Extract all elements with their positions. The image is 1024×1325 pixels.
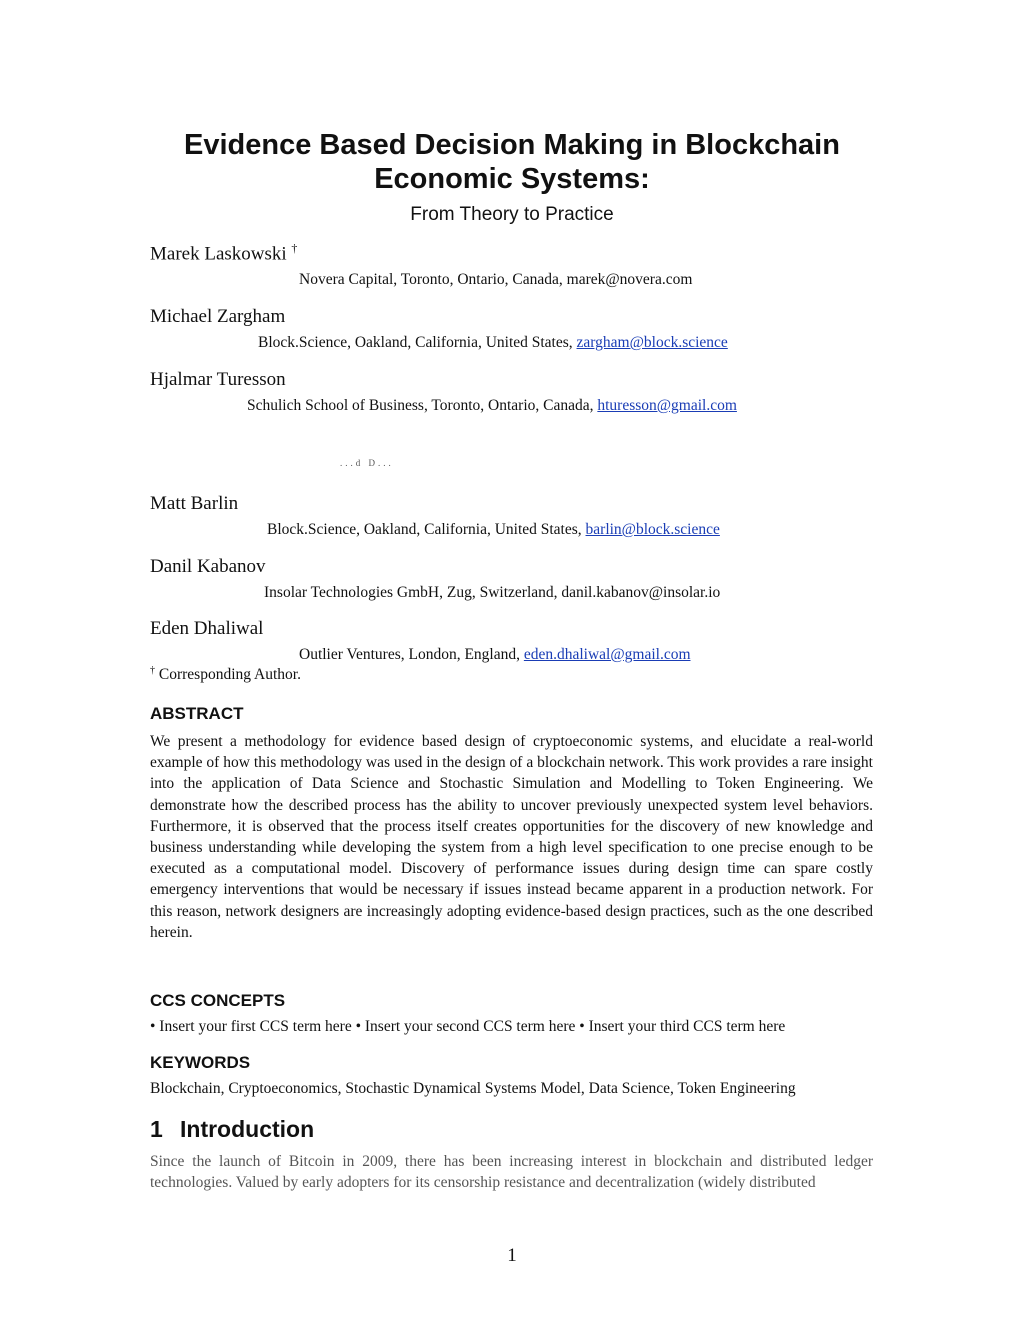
author-name: Michael Zargham [150,306,286,327]
author-name: Marek Laskowski † [150,241,298,265]
ccs-concepts-text: • Insert your first CCS term here • Insert your second CCS term here • Insert your third CCS term here [150,1018,786,1035]
author-affiliation: Block.Science, Oakland, California, United States, barlin@block.science [267,521,720,538]
introduction-heading: 1 Introduction [150,1116,315,1142]
author-name: Hjalmar Turesson [150,369,286,390]
author-affiliation: Novera Capital, Toronto, Ontario, Canada, marek@novera.com [299,271,693,288]
corresponding-mark: † [291,241,298,255]
paper-title: Evidence Based Decision Making in Blockchain Economic Systems: [184,129,840,195]
author-affiliation: Outlier Ventures, London, England, eden.dhaliwal@gmail.com [299,646,691,663]
keywords-heading: KEYWORDS [150,1053,251,1072]
author-email-link[interactable]: hturesson@gmail.com [597,397,737,414]
ccs-concepts-heading: CCS CONCEPTS [150,991,286,1010]
abstract-heading: ABSTRACT [150,704,244,723]
author-affiliation: Block.Science, Oakland, California, United States, zargham@block.science [258,334,728,351]
author-affiliation: Insolar Technologies GmbH, Zug, Switzerland, danil.kabanov@insolar.io [264,584,721,601]
author-email-link[interactable]: eden.dhaliwal@gmail.com [523,646,691,663]
author-name: Eden Dhaliwal [150,618,264,639]
page-number: 1 [507,1245,517,1266]
introduction-text: Since the launch of Bitcoin in 2009, there has been increasing interest in blockchain and distributed ledger technologies. Valued by early adopters for its censorship resistance and decentralization (widely distributed [150,1153,873,1192]
author-affiliation: Schulich School of Business, Toronto, Ontario, Canada, hturesson@gmail.com [247,397,737,414]
author-name: Matt Barlin [150,493,239,514]
author-email-link[interactable]: barlin@block.science [585,521,720,538]
keywords-text: Blockchain, Cryptoeconomics, Stochastic Dynamical Systems Model, Data Science, Token Engineering [150,1080,796,1097]
author-name: Danil Kabanov [150,556,266,577]
abstract-text: We present a methodology for evidence based design of cryptoeconomic systems, and elucidate a real-world example of how this methodology was used in the design of a blockchain network. This work provides a rare insight into the application of Data Science and Stochastic Simulation and Modelling to Token Engineering. We demonstrate how the described process has the ability to uncover previously unexpected system level behaviors. Furthermore, it is observed that the process itself creates opportunities for the discovery of new knowledge and business understanding while developing the system from a high level specification to one precise enough to be executed as a computational model. Discovery of performance issues during design time can spare costly emergency interventions that would be necessary if issues instead became apparent in a production network. For this reason, network designers are increasingly adopting evidence-based design practices, such as the one described herein. [150,733,873,941]
section-number: 1 [150,1116,163,1142]
author-email-link[interactable]: zargham@block.science [576,334,728,351]
paper-subtitle: From Theory to Practice [410,204,614,225]
corresponding-author-footnote: † Corresponding Author. [150,665,301,684]
cropped-text-remnant: ...d D... [340,458,394,468]
